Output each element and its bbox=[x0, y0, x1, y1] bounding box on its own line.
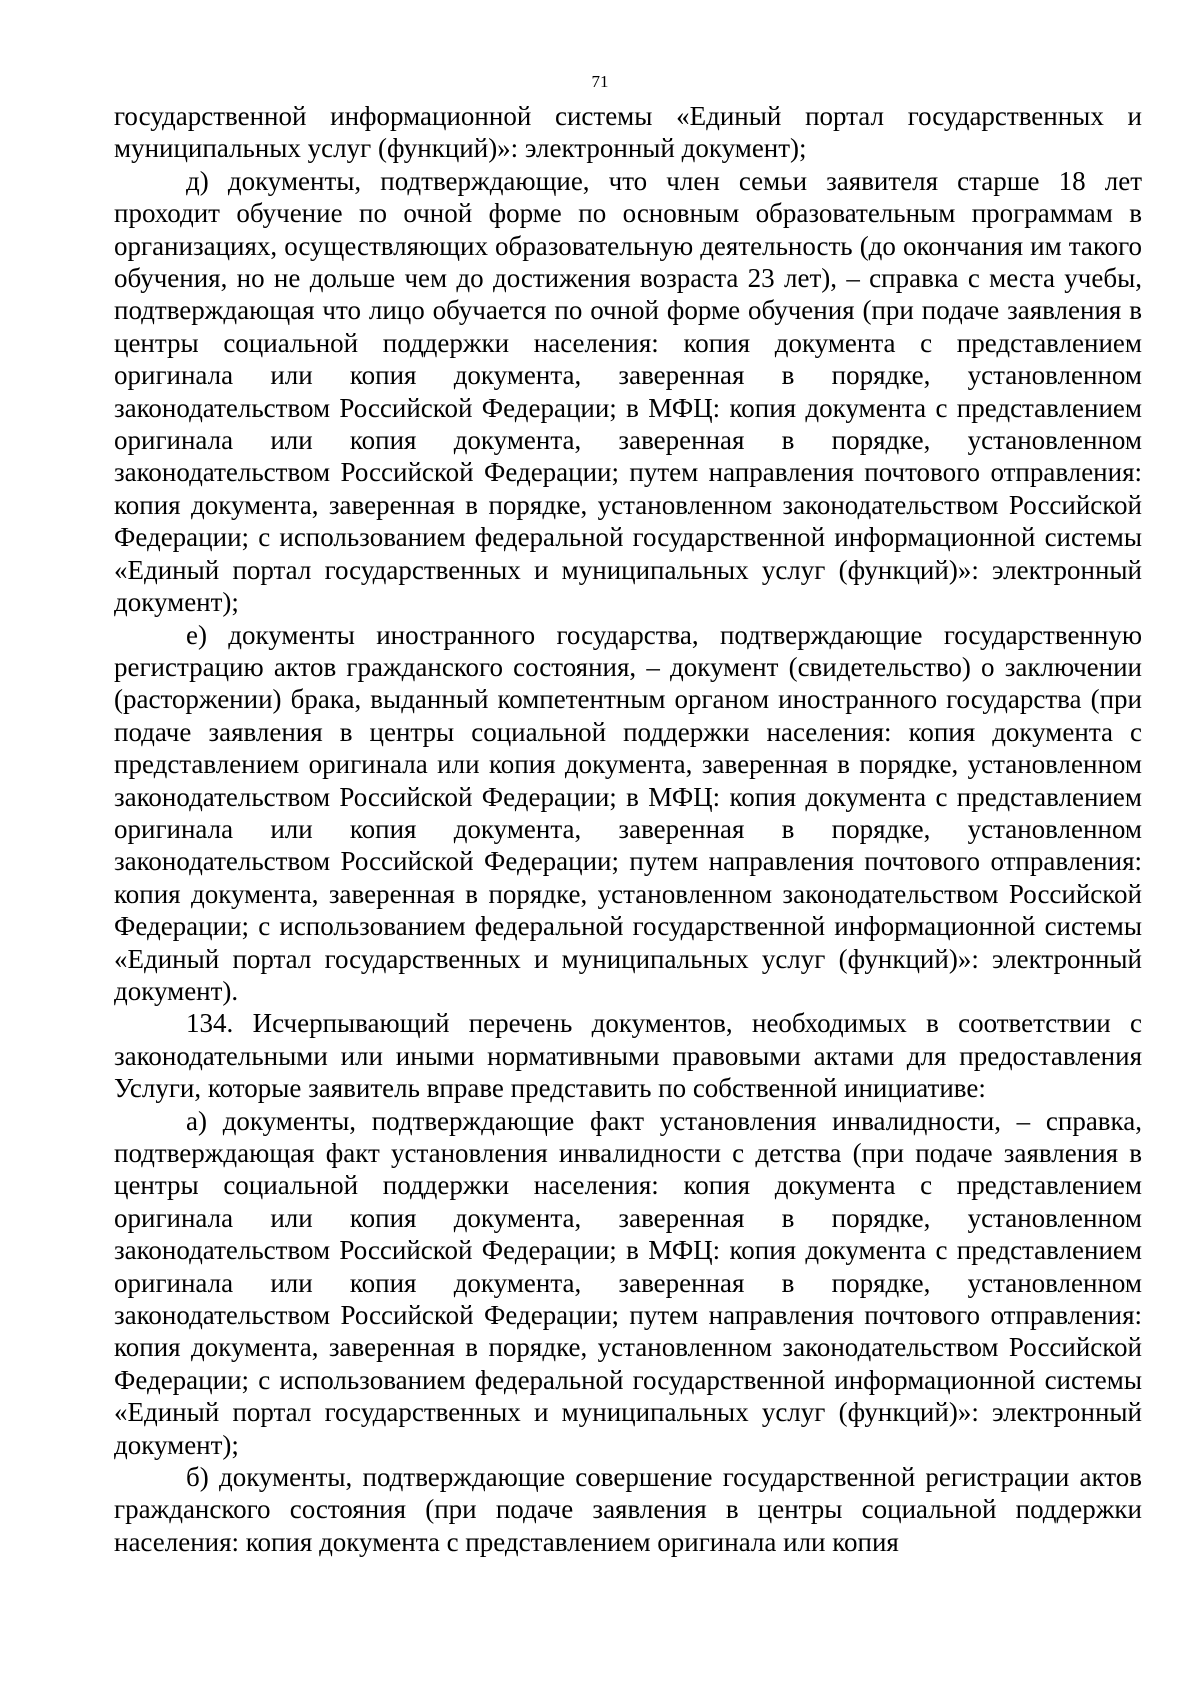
paragraph-item-a: а) документы, подтверждающие факт установления инвалидности, – справка, подтверждающая факт установления инвалидности с детства (при подаче заявления в центры социальной поддержки населения: копия документа с представлением оригинала или копия документа, заверенная в порядке, установленном законодательством Российской Федерации; в МФЦ: копия документа с представлением оригинала или копия документа, заверенная в порядке, установленном законодательством Российской Федерации; путем направления почтового отправления: копия документа, заверенная в порядке, установленном законодательством Российской Федерации; с использованием федеральной государственной информационной системы «Единый портал государственных и муниципальных услуг (функций)»: электронный документ); bbox=[114, 1105, 1142, 1460]
document-body bbox=[114, 100, 1142, 1558]
paragraph-clause-134: 134. Исчерпывающий перечень документов, необходимых в соответствии с законодательными или иными нормативными правовыми актами для предоставления Услуги, которые заявитель вправе представить по собственной инициативе: bbox=[114, 1008, 1142, 1104]
page-number: 71 bbox=[591, 72, 609, 91]
paragraph-item-e: е) документы иностранного государства, подтверждающие государственную регистрацию актов гражданского состояния, – документ (свидетельство) о заключении (расторжении) брака, выданный компетентным органом иностранного государства (при подаче заявления в центры социальной поддержки населения: копия документа с представлением оригинала или копия документа, заверенная в порядке, установленном законодательством Российской Федерации; в МФЦ: копия документа с представлением оригинала или копия документа, заверенная в порядке, установленном законодательством Российской Федерации; путем направления почтового отправления: копия документа, заверенная в порядке, установленном законодательством Российской Федерации; с использованием федеральной государственной информационной системы «Единый портал государственных и муниципальных услуг (функций)»: электронный документ). bbox=[114, 619, 1142, 1006]
paragraph-item-d: д) документы, подтверждающие, что член семьи заявителя старше 18 лет проходит обучение по очной форме по основным образовательным программам в организациях, осуществляющих образовательную деятельность (до окончания им такого обучения, но не дольше чем до достижения возраста 23 лет), – справка с места учебы, подтверждающая что лицо обучается по очной форме обучения (при подаче заявления в центры социальной поддержки населения: копия документа с представлением оригинала или копия документа, заверенная в порядке, установленном законодательством Российской Федерации; в МФЦ: копия документа с представлением оригинала или копия документа, заверенная в порядке, установленном законодательством Российской Федерации; путем направления почтового отправления: копия документа, заверенная в порядке, установленном законодательством Российской Федерации; с использованием федеральной государственной информационной системы «Единый портал государственных и муниципальных услуг (функций)»: электронный документ); bbox=[114, 165, 1142, 618]
paragraph-continuation: государственной информационной системы «Единый портал государственных и муниципальных услуг (функций)»: электронный документ); bbox=[114, 101, 1142, 164]
paragraph-item-b: б) документы, подтверждающие совершение государственной регистрации актов гражданского состояния (при подаче заявления в центры социальной поддержки населения: копия документа с представлением оригинала или копия bbox=[114, 1462, 1142, 1557]
